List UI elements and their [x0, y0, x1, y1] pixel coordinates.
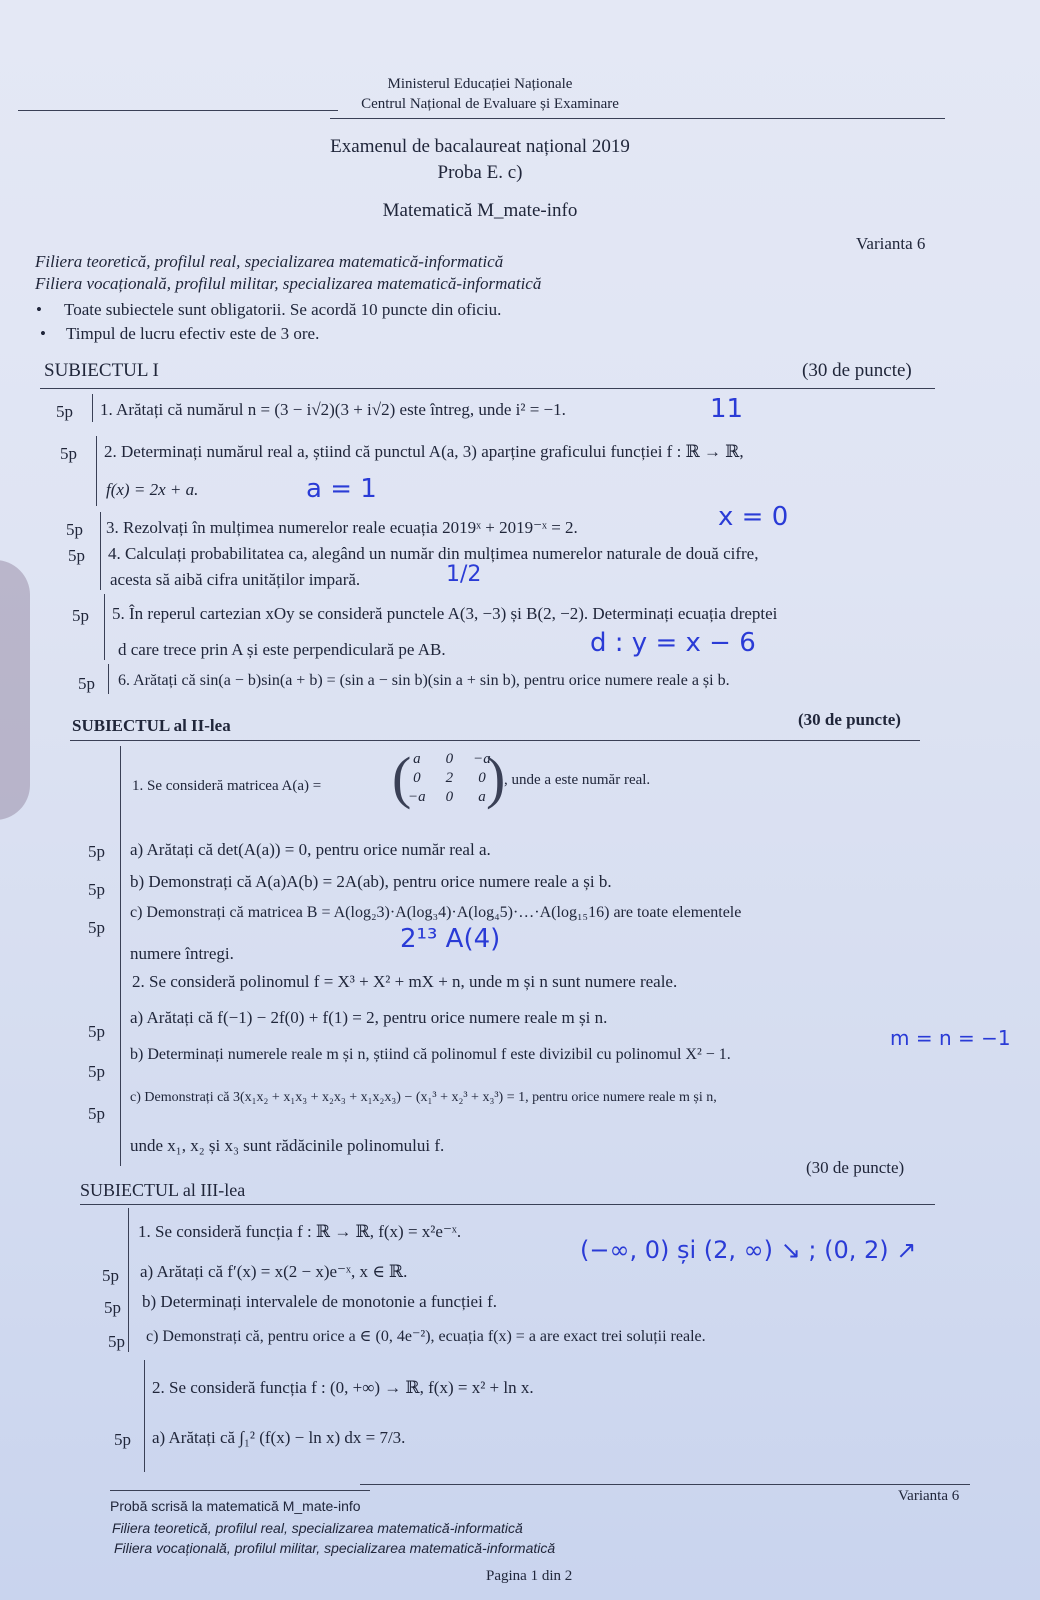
s1-q1: 1. Arătați că numărul n = (3 − i√2)(3 + i√2) este întreg, unde i² = −1.: [100, 400, 566, 419]
s2-rule: [70, 740, 920, 741]
s2-c2-line2: unde x₁, x₂ și x₃ sunt rădăcinile polinomului f.: [130, 1136, 445, 1155]
s3-c: c) Demonstrați că, pentru orice a ∈ (0, 4e⁻²), ecuația f(x) = a are exact trei soluții reale.: [146, 1328, 706, 1345]
points-badge: 5p: [104, 1298, 121, 1317]
footer-line-2: Filiera teoretică, profilul real, specializarea matematică-informatică: [112, 1520, 523, 1536]
s2-p1-tail: , unde a este număr real.: [504, 772, 651, 788]
s1-q2-line1: 2. Determinați numărul real a, știind că punctul A(a, 3) aparține graficului funcției f : ℝ → ℝ,: [104, 442, 744, 461]
s1-margin-line: [96, 436, 97, 506]
s1-q5-answer: d : y = x − 6: [590, 628, 756, 658]
header-rule-left: [18, 110, 338, 111]
points-badge: 5p: [102, 1266, 119, 1285]
points-badge: 5p: [66, 520, 83, 539]
s1-q3-answer: x = 0: [718, 502, 789, 532]
s1-margin-line: [104, 594, 105, 660]
footer-rule-right: [360, 1484, 970, 1485]
variant-label: Varianta 6: [856, 234, 926, 253]
matrix-cell: a: [478, 789, 486, 805]
matrix-cell: 0: [445, 751, 454, 767]
matrix-cell: 0: [478, 770, 486, 786]
s3-points: (30 de puncte): [806, 1158, 905, 1177]
points-badge: 5p: [88, 918, 105, 937]
points-badge: 5p: [60, 444, 77, 463]
matrix-bracket-left: (: [392, 745, 412, 810]
matrix-bracket-right: ): [486, 745, 506, 810]
header-rule-right: [330, 118, 945, 119]
points-badge: 5p: [72, 606, 89, 625]
s2-c-answer: 2¹³ A(4): [400, 924, 501, 954]
s3-a: a) Arătați că f′(x) = x(2 − x)e⁻ˣ, x ∈ ℝ.: [140, 1262, 408, 1281]
page-number: Pagina 1 din 2: [486, 1568, 573, 1584]
s1-q1-answer: 11: [710, 394, 744, 424]
s1-q4-line2: acesta să aibă cifra unităților impară.: [110, 570, 361, 589]
s3-margin-line: [128, 1208, 129, 1352]
s3-p1: 1. Se consideră funcția f : ℝ → ℝ, f(x) = x²e⁻ˣ.: [138, 1222, 462, 1241]
footer-rule-left: [110, 1490, 370, 1491]
s3-b-answer: (−∞, 0) și (2, ∞) ↘ ; (0, 2) ↗: [580, 1236, 917, 1264]
matrix-cell: 2: [445, 770, 454, 786]
s2-a: a) Arătați că det(A(a)) = 0, pentru orice număr real a.: [130, 840, 491, 859]
s1-q2-line2: f(x) = 2x + a.: [106, 480, 199, 499]
s2-c2-line1: c) Demonstrați că 3(x₁x₂ + x₁x₃ + x₂x₃ + x₁x₂x₃) − (x₁³ + x₂³ + x₃³) = 1, pentru orice numere reale m și n,: [130, 1090, 717, 1105]
rule-bullet-2: •: [40, 324, 46, 343]
exam-proba: Proba E. c): [437, 162, 523, 183]
s2-c-line1: c) Demonstrați că matricea B = A(log₂3)·A(log₃4)·A(log₄5)·…·A(log₁₅16) are toate elementele: [130, 904, 742, 921]
points-badge: 5p: [88, 842, 105, 861]
s1-q5-line2: d care trece prin A și este perpendiculară pe AB.: [118, 640, 446, 659]
ministry-name: Ministerul Educației Naționale: [387, 76, 573, 92]
footer-variant: Varianta 6: [898, 1488, 960, 1504]
matrix-cell: −a: [473, 751, 491, 767]
s3-margin-line: [144, 1360, 145, 1472]
s1-q4-answer: 1/2: [446, 562, 482, 587]
points-badge: 5p: [114, 1430, 131, 1449]
s3-a2: a) Arătați că ∫₁² (f(x) − ln x) dx = 7/3.: [152, 1428, 406, 1447]
exam-subject: Matematică M_mate-info: [382, 200, 578, 221]
points-badge: 5p: [88, 1104, 105, 1123]
s2-b: b) Demonstrați că A(a)A(b) = 2A(ab), pentru orice numere reale a și b.: [130, 872, 612, 891]
s1-rule: [40, 388, 935, 389]
track-line-2: Filiera vocațională, profilul militar, specializarea matematică-informatică: [35, 274, 542, 293]
points-badge: 5p: [56, 402, 73, 421]
rule-2: Timpul de lucru efectiv este de 3 ore.: [66, 324, 320, 343]
s1-margin-line: [92, 394, 93, 422]
s1-title: SUBIECTUL I: [44, 360, 159, 381]
matrix-cell: −a: [408, 789, 426, 805]
exam-title: Examenul de bacalaureat național 2019: [330, 136, 630, 157]
s2-title: SUBIECTUL al II-lea: [72, 716, 231, 735]
s1-q4-line1: 4. Calculați probabilitatea ca, alegând un număr din mulțimea numerelor naturale de două cifre,: [108, 544, 759, 563]
rule-bullet-1: •: [36, 300, 42, 319]
footer-line-1: Probă scrisă la matematică M_mate-info: [110, 1498, 361, 1514]
s3-rule: [80, 1204, 935, 1205]
s2-c-line2: numere întregi.: [130, 944, 234, 963]
s2-margin-line: [120, 746, 121, 1166]
matrix-cell: 0: [445, 789, 454, 805]
s1-q5-line1: 5. În reperul cartezian xOy se consideră punctele A(3, −3) și B(2, −2). Determinați ecuația dreptei: [112, 604, 778, 623]
s2-p2: 2. Se consideră polinomul f = X³ + X² + mX + n, unde m și n sunt numere reale.: [132, 972, 678, 991]
s3-b: b) Determinați intervalele de monotonie a funcției f.: [142, 1292, 497, 1311]
track-line-1: Filiera teoretică, profilul real, specializarea matematică-informatică: [35, 252, 504, 271]
s3-title: SUBIECTUL al III-lea: [80, 1180, 246, 1200]
center-name: Centrul Național de Evaluare și Examinare: [361, 96, 619, 112]
s2-b2: b) Determinați numerele reale m și n, știind că polinomul f este divizibil cu polinomul X² − 1.: [130, 1046, 731, 1063]
rule-1: Toate subiectele sunt obligatorii. Se acordă 10 puncte din oficiu.: [64, 300, 502, 319]
s3-p2: 2. Se consideră funcția f : (0, +∞) → ℝ, f(x) = x² + ln x.: [152, 1378, 534, 1397]
matrix-cell: 0: [413, 770, 421, 786]
s1-q2-answer: a = 1: [306, 474, 377, 504]
s1-q3: 3. Rezolvați în mulțimea numerelor reale ecuația 2019ˣ + 2019⁻ˣ = 2.: [106, 518, 578, 537]
thumb-shadow: [0, 560, 30, 820]
points-badge: 5p: [108, 1332, 125, 1351]
points-badge: 5p: [88, 1062, 105, 1081]
points-badge: 5p: [68, 546, 85, 565]
s1-margin-line: [108, 664, 109, 694]
s1-points: (30 de puncte): [802, 360, 912, 381]
points-badge: 5p: [78, 674, 95, 693]
s2-a2: a) Arătați că f(−1) − 2f(0) + f(1) = 2, pentru orice numere reale m și n.: [130, 1008, 608, 1027]
matrix-cell: a: [413, 751, 421, 767]
points-badge: 5p: [88, 880, 105, 899]
s2-p1: 1. Se consideră matricea A(a) =: [132, 778, 322, 794]
points-badge: 5p: [88, 1022, 105, 1041]
footer-line-3: Filiera vocațională, profilul militar, specializarea matematică-informatică: [114, 1540, 556, 1556]
s1-margin-line: [100, 512, 101, 590]
s2-b2-answer: m = n = −1: [890, 1026, 1011, 1050]
s1-q6: 6. Arătați că sin(a − b)sin(a + b) = (sin a − sin b)(sin a + sin b), pentru orice numere reale a și b.: [118, 672, 730, 689]
s2-points: (30 de puncte): [798, 710, 901, 729]
